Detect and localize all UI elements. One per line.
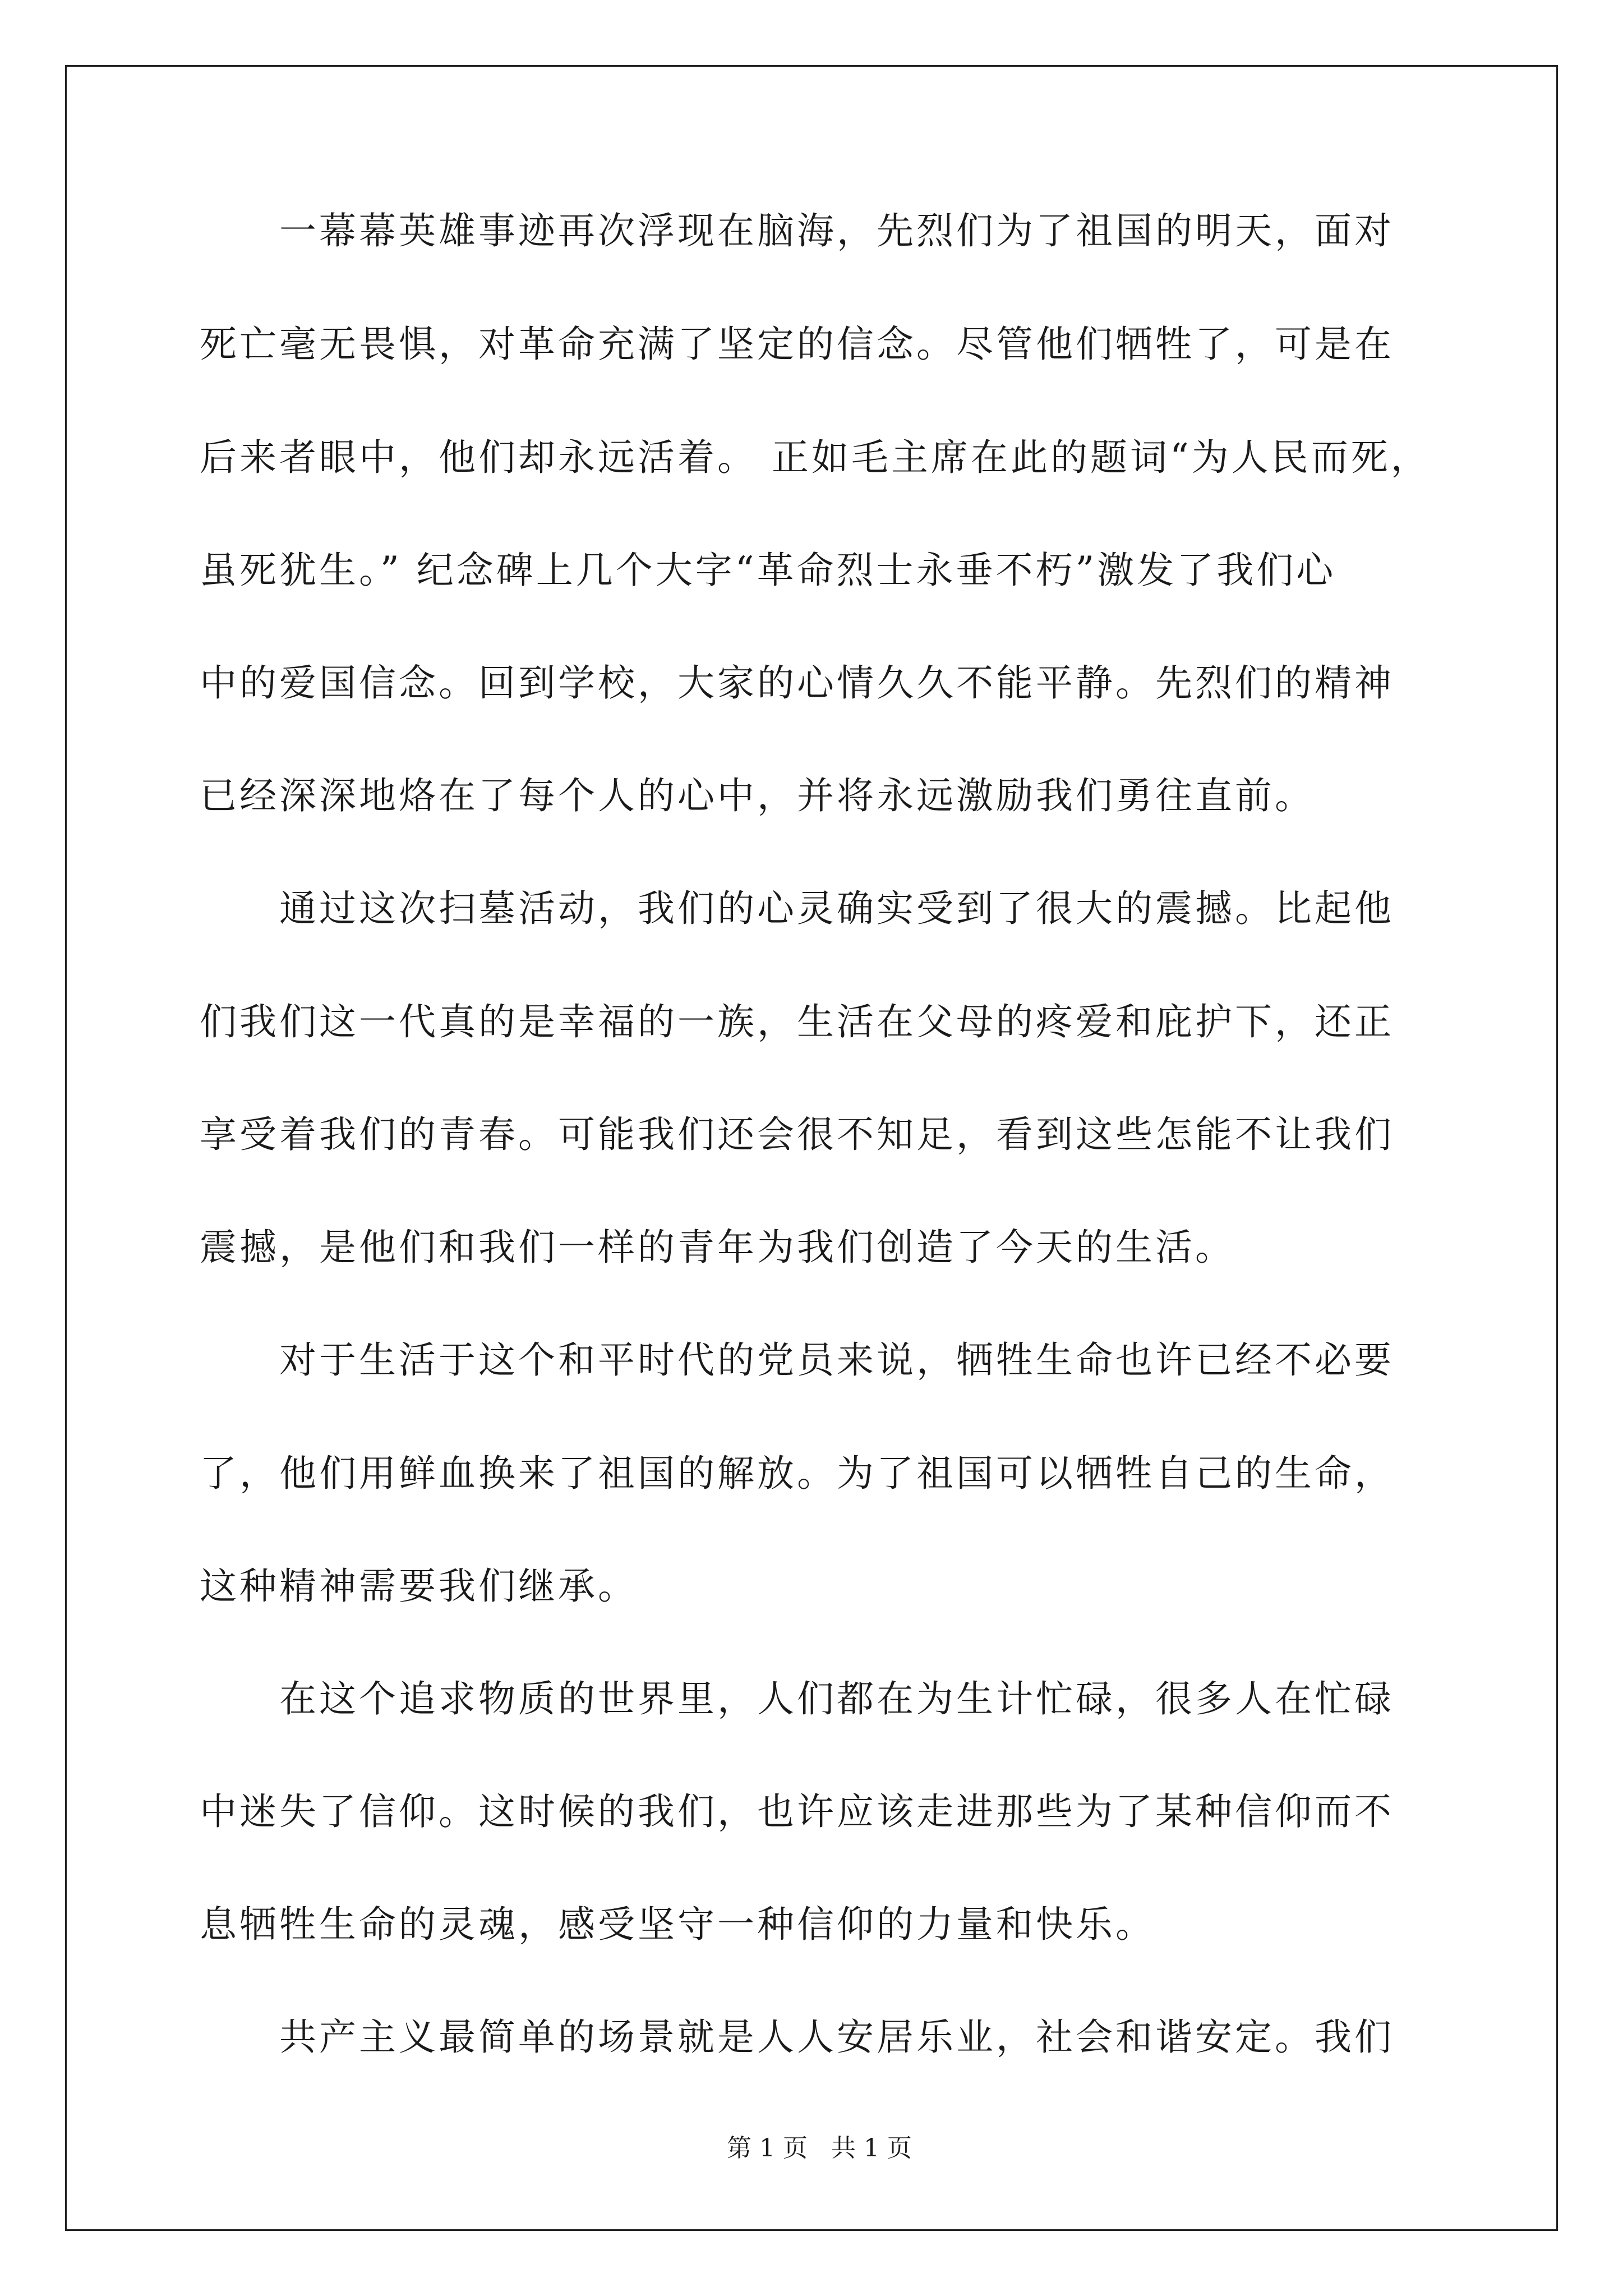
text-line: 享受着我们的青春。可能我们还会很不知足，看到这些怎能不让我们 [200, 1113, 1394, 1156]
text-line: 虽死犹生。” 纪念碑上几个大字“革命烈士永垂不朽”激发了我们心 [200, 549, 1336, 592]
text-line: 这种精神需要我们继承。 [200, 1565, 638, 1608]
text-line: 们我们这一代真的是幸福的一族，生活在父母的疼爱和庇护下，还正 [200, 1000, 1394, 1043]
text-line: 死亡毫无畏惧，对革命充满了坚定的信念。尽管他们牺牲了，可是在 [200, 323, 1394, 366]
text-line: 一幕幕英雄事迹再次浮现在脑海，先烈们为了祖国的明天，面对 [200, 209, 1394, 252]
text-line: 通过这次扫墓活动，我们的心灵确实受到了很大的震撼。比起他 [200, 887, 1394, 930]
text-line: 共产主义最简单的场景就是人人安居乐业，社会和谐安定。我们 [200, 2016, 1394, 2059]
text-line: 息牺牲生命的灵魂，感受坚守一种信仰的力量和快乐。 [200, 1903, 1155, 1946]
text-line: 后来者眼中，他们却永远活着。 正如毛主席在此的题词“为人民而死， [200, 436, 1431, 479]
text-line: 对于生活于这个和平时代的党员来说，牺牲生命也许已经不必要 [200, 1338, 1394, 1382]
text-line: 中的爱国信念。回到学校，大家的心情久久不能平静。先烈们的精神 [200, 661, 1394, 705]
text-line: 震撼，是他们和我们一样的青年为我们创造了今天的生活。 [200, 1226, 1235, 1269]
page-footer [0, 2101, 1623, 2164]
text-line: 在这个追求物质的世界里，人们都在为生计忙碌，很多人在忙碌 [200, 1677, 1394, 1720]
text-line: 已经深深地烙在了每个人的心中，并将永远激励我们勇往直前。 [200, 774, 1315, 817]
text-line: 中迷失了信仰。这时候的我们，也许应该走进那些为了某种信仰而不 [200, 1790, 1394, 1833]
text-line: 了，他们用鲜血换来了祖国的解放。为了祖国可以牺牲自己的生命， [200, 1452, 1394, 1495]
page-number-label: 第 1 页 共 1 页 [727, 2134, 912, 2162]
